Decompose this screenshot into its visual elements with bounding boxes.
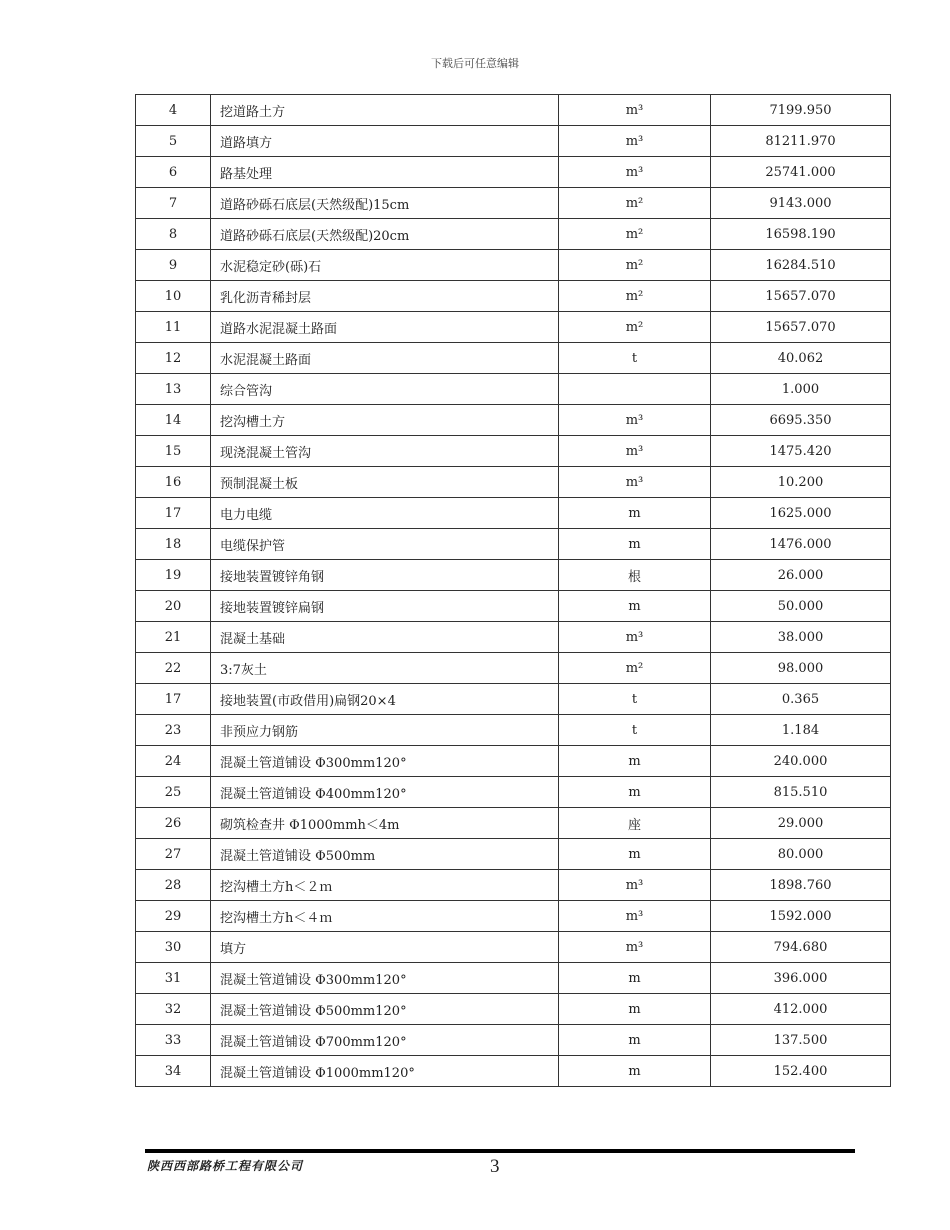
cell-item-name: 水泥稳定砂(砾)石 — [211, 250, 559, 281]
cell-item-name: 挖沟槽土方 — [211, 405, 559, 436]
cell-unit: m³ — [559, 932, 711, 963]
cell-quantity: 16598.190 — [711, 219, 891, 250]
cell-unit: m — [559, 777, 711, 808]
cell-row-number: 12 — [136, 343, 211, 374]
cell-row-number: 17 — [136, 684, 211, 715]
table-row — [136, 250, 891, 281]
cell-row-number: 28 — [136, 870, 211, 901]
cell-row-number: 6 — [136, 157, 211, 188]
cell-item-name: 填方 — [211, 932, 559, 963]
cell-unit: m³ — [559, 467, 711, 498]
cell-quantity: 80.000 — [711, 839, 891, 870]
table-row — [136, 467, 891, 498]
cell-quantity: 15657.070 — [711, 312, 891, 343]
cell-item-name: 混凝土管道铺设 Φ1000mm120° — [211, 1056, 559, 1087]
cell-item-name: 路基处理 — [211, 157, 559, 188]
cell-row-number: 33 — [136, 1025, 211, 1056]
cell-unit: m³ — [559, 622, 711, 653]
cell-unit: m³ — [559, 436, 711, 467]
cell-row-number: 19 — [136, 560, 211, 591]
table-row — [136, 343, 891, 374]
cell-item-name: 混凝土管道铺设 Φ500mm120° — [211, 994, 559, 1025]
cell-item-name: 电力电缆 — [211, 498, 559, 529]
cell-quantity: 6695.350 — [711, 405, 891, 436]
cell-quantity: 50.000 — [711, 591, 891, 622]
cell-item-name: 乳化沥青稀封层 — [211, 281, 559, 312]
cell-row-number: 10 — [136, 281, 211, 312]
cell-row-number: 27 — [136, 839, 211, 870]
cell-quantity: 1625.000 — [711, 498, 891, 529]
cell-row-number: 9 — [136, 250, 211, 281]
table-row — [136, 622, 891, 653]
cell-item-name: 接地装置镀锌扁钢 — [211, 591, 559, 622]
cell-quantity: 412.000 — [711, 994, 891, 1025]
cell-row-number: 4 — [136, 95, 211, 126]
cell-quantity: 1.184 — [711, 715, 891, 746]
cell-item-name: 电缆保护管 — [211, 529, 559, 560]
cell-quantity: 1898.760 — [711, 870, 891, 901]
cell-item-name: 3:7灰土 — [211, 653, 559, 684]
table-row — [136, 870, 891, 901]
cell-unit: m² — [559, 219, 711, 250]
table-row — [136, 529, 891, 560]
cell-row-number: 17 — [136, 498, 211, 529]
cell-item-name: 混凝土基础 — [211, 622, 559, 653]
cell-quantity: 29.000 — [711, 808, 891, 839]
cell-unit: m — [559, 994, 711, 1025]
table-row — [136, 219, 891, 250]
cell-item-name: 接地装置(市政借用)扁钢20×4 — [211, 684, 559, 715]
table-row — [136, 932, 891, 963]
table-row — [136, 95, 891, 126]
cell-quantity: 1475.420 — [711, 436, 891, 467]
cell-quantity: 794.680 — [711, 932, 891, 963]
cell-quantity: 98.000 — [711, 653, 891, 684]
cell-quantity: 7199.950 — [711, 95, 891, 126]
table-row — [136, 1056, 891, 1087]
cell-quantity: 38.000 — [711, 622, 891, 653]
cell-item-name: 挖沟槽土方h＜４ｍ — [211, 901, 559, 932]
cell-item-name: 混凝土管道铺设 Φ300mm120° — [211, 746, 559, 777]
table-row — [136, 808, 891, 839]
table-row — [136, 963, 891, 994]
cell-unit: m² — [559, 188, 711, 219]
cell-unit: m³ — [559, 405, 711, 436]
header-note: 下载后可任意编辑 — [431, 57, 519, 70]
cell-row-number: 15 — [136, 436, 211, 467]
cell-item-name: 混凝土管道铺设 Φ300mm120° — [211, 963, 559, 994]
table-row — [136, 901, 891, 932]
table-row — [136, 560, 891, 591]
cell-unit: m — [559, 529, 711, 560]
cell-quantity: 1476.000 — [711, 529, 891, 560]
table-row — [136, 591, 891, 622]
cell-quantity: 137.500 — [711, 1025, 891, 1056]
cell-item-name: 水泥混凝土路面 — [211, 343, 559, 374]
cell-row-number: 32 — [136, 994, 211, 1025]
cell-item-name: 混凝土管道铺设 Φ700mm120° — [211, 1025, 559, 1056]
cell-unit: t — [559, 715, 711, 746]
cell-item-name: 综合管沟 — [211, 374, 559, 405]
cell-quantity: 396.000 — [711, 963, 891, 994]
cell-quantity: 9143.000 — [711, 188, 891, 219]
page-number: 3 — [490, 1156, 500, 1177]
cell-quantity: 10.200 — [711, 467, 891, 498]
cell-unit: m — [559, 839, 711, 870]
cell-quantity: 81211.970 — [711, 126, 891, 157]
quantity-table — [135, 94, 891, 1087]
table-row — [136, 126, 891, 157]
table-row — [136, 839, 891, 870]
quantity-table-body — [136, 95, 891, 1087]
cell-row-number: 26 — [136, 808, 211, 839]
cell-row-number: 30 — [136, 932, 211, 963]
cell-item-name: 混凝土管道铺设 Φ500mm — [211, 839, 559, 870]
cell-row-number: 20 — [136, 591, 211, 622]
cell-unit: m² — [559, 281, 711, 312]
cell-unit: m³ — [559, 95, 711, 126]
cell-row-number: 16 — [136, 467, 211, 498]
cell-unit: m³ — [559, 126, 711, 157]
table-row — [136, 994, 891, 1025]
cell-row-number: 5 — [136, 126, 211, 157]
cell-quantity: 1592.000 — [711, 901, 891, 932]
cell-unit — [559, 374, 711, 405]
cell-item-name: 道路水泥混凝土路面 — [211, 312, 559, 343]
cell-unit: m² — [559, 250, 711, 281]
table-row — [136, 715, 891, 746]
cell-unit: m — [559, 746, 711, 777]
table-row — [136, 405, 891, 436]
cell-unit: m³ — [559, 870, 711, 901]
table-row — [136, 684, 891, 715]
cell-quantity: 26.000 — [711, 560, 891, 591]
cell-unit: m² — [559, 653, 711, 684]
cell-row-number: 18 — [136, 529, 211, 560]
cell-unit: m — [559, 963, 711, 994]
cell-item-name: 砌筑检查井 Φ1000mmh＜4m — [211, 808, 559, 839]
table-row — [136, 436, 891, 467]
cell-item-name: 道路砂砾石底层(天然级配)15cm — [211, 188, 559, 219]
cell-row-number: 23 — [136, 715, 211, 746]
cell-row-number: 25 — [136, 777, 211, 808]
cell-unit: m — [559, 591, 711, 622]
table-row — [136, 653, 891, 684]
cell-unit: m — [559, 498, 711, 529]
table-row — [136, 746, 891, 777]
cell-row-number: 13 — [136, 374, 211, 405]
table-row — [136, 777, 891, 808]
cell-quantity: 1.000 — [711, 374, 891, 405]
cell-unit: m³ — [559, 901, 711, 932]
cell-item-name: 预制混凝土板 — [211, 467, 559, 498]
cell-unit: m — [559, 1025, 711, 1056]
cell-unit: t — [559, 343, 711, 374]
cell-quantity: 0.365 — [711, 684, 891, 715]
cell-quantity: 815.510 — [711, 777, 891, 808]
cell-quantity: 40.062 — [711, 343, 891, 374]
cell-row-number: 21 — [136, 622, 211, 653]
table-row — [136, 188, 891, 219]
cell-item-name: 现浇混凝土管沟 — [211, 436, 559, 467]
footer-divider — [145, 1149, 855, 1153]
table-row — [136, 157, 891, 188]
table-row — [136, 498, 891, 529]
cell-row-number: 22 — [136, 653, 211, 684]
cell-row-number: 31 — [136, 963, 211, 994]
cell-quantity: 25741.000 — [711, 157, 891, 188]
cell-item-name: 混凝土管道铺设 Φ400mm120° — [211, 777, 559, 808]
cell-quantity: 15657.070 — [711, 281, 891, 312]
cell-row-number: 11 — [136, 312, 211, 343]
cell-unit: m² — [559, 312, 711, 343]
cell-unit: 座 — [559, 808, 711, 839]
cell-item-name: 挖道路土方 — [211, 95, 559, 126]
table-row — [136, 374, 891, 405]
cell-item-name: 道路填方 — [211, 126, 559, 157]
table-row — [136, 281, 891, 312]
table-row — [136, 1025, 891, 1056]
cell-row-number: 29 — [136, 901, 211, 932]
cell-quantity: 152.400 — [711, 1056, 891, 1087]
cell-row-number: 34 — [136, 1056, 211, 1087]
cell-unit: m — [559, 1056, 711, 1087]
cell-unit: 根 — [559, 560, 711, 591]
cell-item-name: 挖沟槽土方h＜２ｍ — [211, 870, 559, 901]
cell-unit: m³ — [559, 157, 711, 188]
cell-row-number: 24 — [136, 746, 211, 777]
footer-company-name: 陕西西部路桥工程有限公司 — [147, 1159, 304, 1173]
cell-quantity: 16284.510 — [711, 250, 891, 281]
cell-row-number: 8 — [136, 219, 211, 250]
cell-unit: t — [559, 684, 711, 715]
cell-item-name: 接地装置镀锌角钢 — [211, 560, 559, 591]
cell-row-number: 7 — [136, 188, 211, 219]
cell-quantity: 240.000 — [711, 746, 891, 777]
cell-item-name: 道路砂砾石底层(天然级配)20cm — [211, 219, 559, 250]
cell-item-name: 非预应力钢筋 — [211, 715, 559, 746]
table-row — [136, 312, 891, 343]
cell-row-number: 14 — [136, 405, 211, 436]
